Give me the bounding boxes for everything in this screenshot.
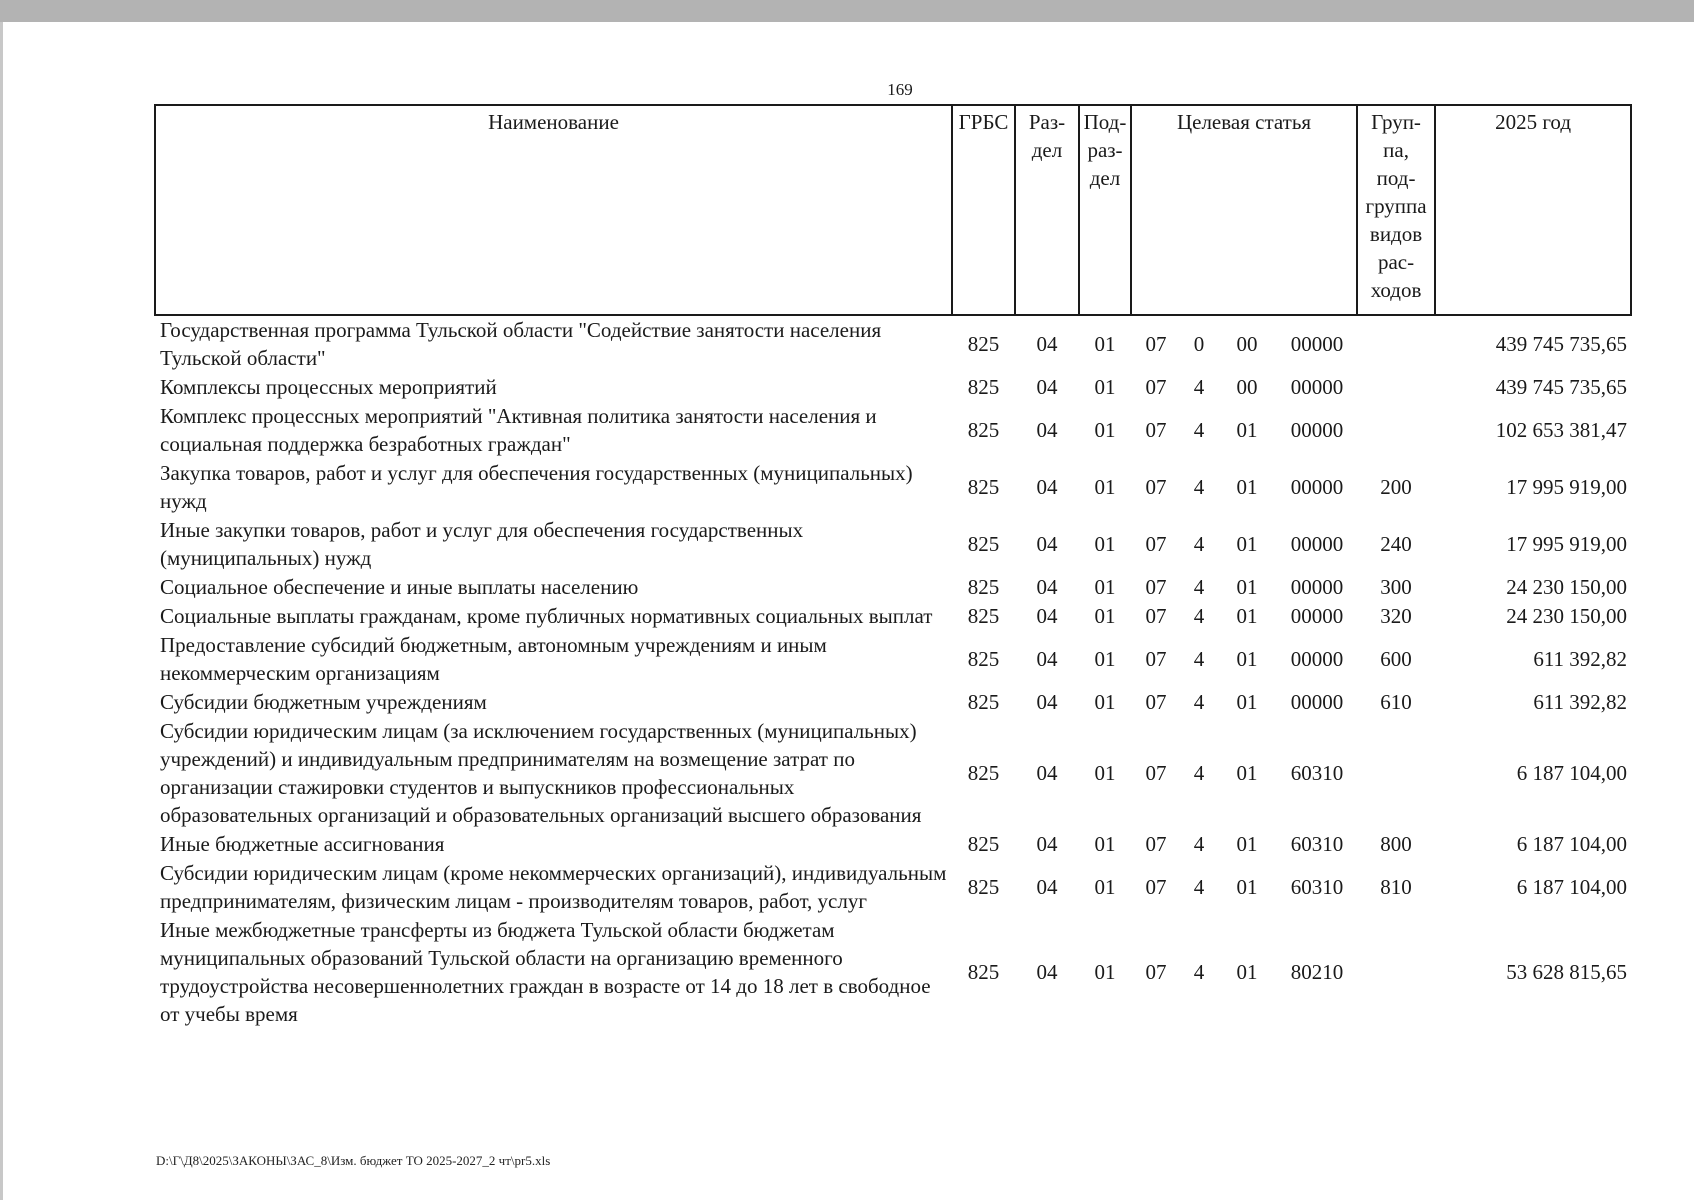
row-grbs: 825	[967, 960, 1000, 984]
row-razdel: 04	[1036, 475, 1058, 499]
row-target-complex: 01	[1236, 832, 1258, 856]
row-expense-group	[1357, 402, 1435, 459]
row-grbs: 825	[967, 575, 1000, 599]
row-amount-2025: 611 392,82	[1533, 690, 1628, 714]
row-target-direction: 00000	[1290, 418, 1344, 442]
budget-table	[154, 104, 1632, 1029]
row-name: Субсидии бюджетным учреждениям	[160, 690, 487, 714]
row-target-program: 07	[1145, 375, 1167, 399]
row-grbs: 825	[967, 532, 1000, 556]
row-razdel: 04	[1036, 604, 1058, 628]
row-expense-group: 600	[1380, 647, 1412, 671]
row-target-type: 4	[1193, 647, 1205, 671]
row-target-direction: 00000	[1290, 690, 1344, 714]
row-target-complex: 01	[1236, 575, 1258, 599]
row-grbs: 825	[967, 332, 1000, 356]
table-row	[155, 859, 1631, 916]
row-target-complex: 01	[1236, 690, 1258, 714]
row-amount-2025: 17 995 919,00	[1506, 475, 1628, 499]
row-target-complex: 01	[1236, 418, 1258, 442]
row-grbs: 825	[967, 690, 1000, 714]
table-row	[155, 631, 1631, 688]
row-podrazdel: 01	[1094, 875, 1116, 899]
header-razdel	[1015, 105, 1079, 315]
row-razdel: 04	[1036, 332, 1058, 356]
header-group-line: ходов	[1370, 278, 1422, 302]
row-podrazdel: 01	[1094, 604, 1116, 628]
row-expense-group	[1357, 315, 1435, 373]
scan-edge-top	[0, 0, 1694, 22]
row-podrazdel: 01	[1094, 418, 1116, 442]
row-amount-2025: 24 230 150,00	[1506, 575, 1628, 599]
row-grbs: 825	[967, 418, 1000, 442]
row-target-complex: 01	[1236, 475, 1258, 499]
scan-edge-left	[0, 22, 3, 1200]
row-razdel: 04	[1036, 690, 1058, 714]
row-razdel: 04	[1036, 375, 1058, 399]
row-podrazdel: 01	[1094, 960, 1116, 984]
header-podrazdel-line: Под-	[1083, 110, 1127, 134]
row-amount-2025: 53 628 815,65	[1506, 960, 1628, 984]
row-target-type: 4	[1193, 960, 1205, 984]
row-name: Субсидии юридическим лицам (за исключением государственных (муниципальных) учреждений) и индивидуальным предпринимателям на возмещение затрат по организации стажировки студентов и выпускников профессиональных образовательных организаций и образовательных организаций высшего образования	[160, 719, 922, 827]
header-grbs: ГРБС	[952, 105, 1015, 315]
row-target-type: 4	[1193, 832, 1205, 856]
table-row	[155, 717, 1631, 830]
row-target-direction: 00000	[1290, 604, 1344, 628]
header-razdel-line: дел	[1031, 138, 1063, 162]
header-year: 2025 год	[1435, 105, 1631, 315]
row-razdel: 04	[1036, 960, 1058, 984]
table-header	[155, 105, 1631, 315]
page-number: 169	[887, 80, 913, 99]
row-name: Иные бюджетные ассигнования	[160, 832, 445, 856]
row-target-complex: 01	[1236, 960, 1258, 984]
row-podrazdel: 01	[1094, 532, 1116, 556]
header-name: Наименование	[155, 105, 952, 315]
row-target-direction: 00000	[1290, 375, 1344, 399]
row-razdel: 04	[1036, 761, 1058, 785]
row-target-direction: 00000	[1290, 647, 1344, 671]
row-expense-group	[1357, 916, 1435, 1029]
row-expense-group: 800	[1380, 832, 1412, 856]
footer-file-path: D:\Г\Д8\2025\ЗАКОНЫ\ЗАС_8\Изм. бюджет ТО 2025-2027_2 чт\pr5.xls	[156, 1153, 551, 1168]
row-expense-group: 240	[1380, 532, 1412, 556]
row-name: Субсидии юридическим лицам (кроме некоммерческих организаций), индивидуальным предпринимателям, физическим лицам - производителям товаров, работ, услуг	[160, 861, 947, 913]
row-name: Социальные выплаты гражданам, кроме публичных нормативных социальных выплат	[160, 604, 933, 628]
table-row	[155, 373, 1631, 402]
row-amount-2025: 102 653 381,47	[1495, 418, 1628, 442]
header-group	[1357, 105, 1435, 315]
row-target-direction: 00000	[1290, 332, 1344, 356]
table-body	[155, 315, 1631, 1029]
row-target-program: 07	[1145, 332, 1167, 356]
row-expense-group: 320	[1380, 604, 1412, 628]
row-grbs: 825	[967, 475, 1000, 499]
row-name: Социальное обеспечение и иные выплаты населению	[160, 575, 639, 599]
row-name: Комплекс процессных мероприятий "Активная политика занятости населения и социальная поддержка безработных граждан"	[160, 404, 877, 456]
header-group-line: под-	[1376, 166, 1416, 190]
row-expense-group	[1357, 717, 1435, 830]
row-target-complex: 01	[1236, 647, 1258, 671]
row-target-direction: 60310	[1290, 832, 1344, 856]
row-expense-group: 810	[1380, 875, 1412, 899]
row-target-direction: 60310	[1290, 761, 1344, 785]
row-podrazdel: 01	[1094, 375, 1116, 399]
row-podrazdel: 01	[1094, 475, 1116, 499]
table-row	[155, 830, 1631, 859]
row-podrazdel: 01	[1094, 761, 1116, 785]
header-target: Целевая статья	[1131, 105, 1357, 315]
row-razdel: 04	[1036, 575, 1058, 599]
row-target-program: 07	[1145, 960, 1167, 984]
row-target-program: 07	[1145, 418, 1167, 442]
row-amount-2025: 439 745 735,65	[1495, 332, 1628, 356]
table-row	[155, 916, 1631, 1029]
row-podrazdel: 01	[1094, 832, 1116, 856]
row-target-program: 07	[1145, 875, 1167, 899]
header-razdel-line: Раз-	[1028, 110, 1066, 134]
table-row	[155, 459, 1631, 516]
header-group-line: группа	[1365, 194, 1427, 218]
row-target-type: 0	[1193, 332, 1205, 356]
row-expense-group: 200	[1380, 475, 1412, 499]
row-razdel: 04	[1036, 875, 1058, 899]
row-target-direction: 60310	[1290, 875, 1344, 899]
table-row	[155, 402, 1631, 459]
row-grbs: 825	[967, 375, 1000, 399]
row-grbs: 825	[967, 604, 1000, 628]
row-podrazdel: 01	[1094, 647, 1116, 671]
header-group-line: видов	[1369, 222, 1423, 246]
row-amount-2025: 17 995 919,00	[1506, 532, 1628, 556]
row-target-type: 4	[1193, 761, 1205, 785]
row-amount-2025: 439 745 735,65	[1495, 375, 1628, 399]
row-target-type: 4	[1193, 418, 1205, 442]
row-target-complex: 01	[1236, 604, 1258, 628]
row-razdel: 04	[1036, 647, 1058, 671]
row-target-direction: 00000	[1290, 475, 1344, 499]
row-expense-group: 300	[1380, 575, 1412, 599]
row-target-type: 4	[1193, 690, 1205, 714]
row-name: Иные межбюджетные трансферты из бюджета Тульской области бюджетам муниципальных образований Тульской области на организацию временного трудоустройства несовершеннолетних граждан в возрасте от 14 до 18 лет в свободное от учебы время	[160, 918, 931, 1026]
row-expense-group: 610	[1380, 690, 1412, 714]
header-podrazdel-line: раз-	[1087, 138, 1123, 162]
header-group-line: Груп-	[1371, 110, 1421, 134]
row-target-program: 07	[1145, 832, 1167, 856]
row-podrazdel: 01	[1094, 575, 1116, 599]
row-razdel: 04	[1036, 418, 1058, 442]
row-name: Комплексы процессных мероприятий	[160, 375, 497, 399]
row-target-program: 07	[1145, 647, 1167, 671]
row-target-direction: 00000	[1290, 575, 1344, 599]
row-podrazdel: 01	[1094, 332, 1116, 356]
row-target-complex: 01	[1236, 532, 1258, 556]
row-grbs: 825	[967, 761, 1000, 785]
header-podrazdel	[1079, 105, 1131, 315]
row-target-type: 4	[1193, 532, 1205, 556]
row-target-program: 07	[1145, 761, 1167, 785]
row-target-direction: 80210	[1290, 960, 1344, 984]
row-amount-2025: 24 230 150,00	[1506, 604, 1628, 628]
row-target-program: 07	[1145, 475, 1167, 499]
row-expense-group	[1357, 373, 1435, 402]
row-name: Государственная программа Тульской области "Содействие занятости населения Тульской области"	[160, 318, 882, 370]
row-target-complex: 01	[1236, 875, 1258, 899]
table-row	[155, 315, 1631, 373]
row-name: Предоставление субсидий бюджетным, автономным учреждениям и иным некоммерческим организациям	[160, 633, 827, 685]
row-name: Закупка товаров, работ и услуг для обеспечения государственных (муниципальных) нужд	[160, 461, 913, 513]
header-group-line: рас-	[1377, 250, 1415, 274]
row-amount-2025: 611 392,82	[1533, 647, 1628, 671]
row-target-program: 07	[1145, 690, 1167, 714]
row-grbs: 825	[967, 647, 1000, 671]
row-razdel: 04	[1036, 532, 1058, 556]
row-amount-2025: 6 187 104,00	[1516, 875, 1628, 899]
row-razdel: 04	[1036, 832, 1058, 856]
row-target-program: 07	[1145, 604, 1167, 628]
row-target-type: 4	[1193, 575, 1205, 599]
row-grbs: 825	[967, 832, 1000, 856]
row-name: Иные закупки товаров, работ и услуг для обеспечения государственных (муниципальных) нужд	[160, 518, 804, 570]
row-target-direction: 00000	[1290, 532, 1344, 556]
row-target-complex: 01	[1236, 761, 1258, 785]
table-row	[155, 688, 1631, 717]
row-target-type: 4	[1193, 475, 1205, 499]
row-amount-2025: 6 187 104,00	[1516, 832, 1628, 856]
row-grbs: 825	[967, 875, 1000, 899]
header-podrazdel-line: дел	[1089, 166, 1121, 190]
header-group-line: па,	[1383, 138, 1409, 162]
row-target-type: 4	[1193, 375, 1205, 399]
row-target-complex: 00	[1236, 332, 1258, 356]
row-target-program: 07	[1145, 532, 1167, 556]
row-target-program: 07	[1145, 575, 1167, 599]
table-row	[155, 516, 1631, 573]
table-row	[155, 602, 1631, 631]
row-target-type: 4	[1193, 604, 1205, 628]
row-amount-2025: 6 187 104,00	[1516, 761, 1628, 785]
row-target-type: 4	[1193, 875, 1205, 899]
table-row	[155, 573, 1631, 602]
row-target-complex: 00	[1236, 375, 1258, 399]
row-podrazdel: 01	[1094, 690, 1116, 714]
